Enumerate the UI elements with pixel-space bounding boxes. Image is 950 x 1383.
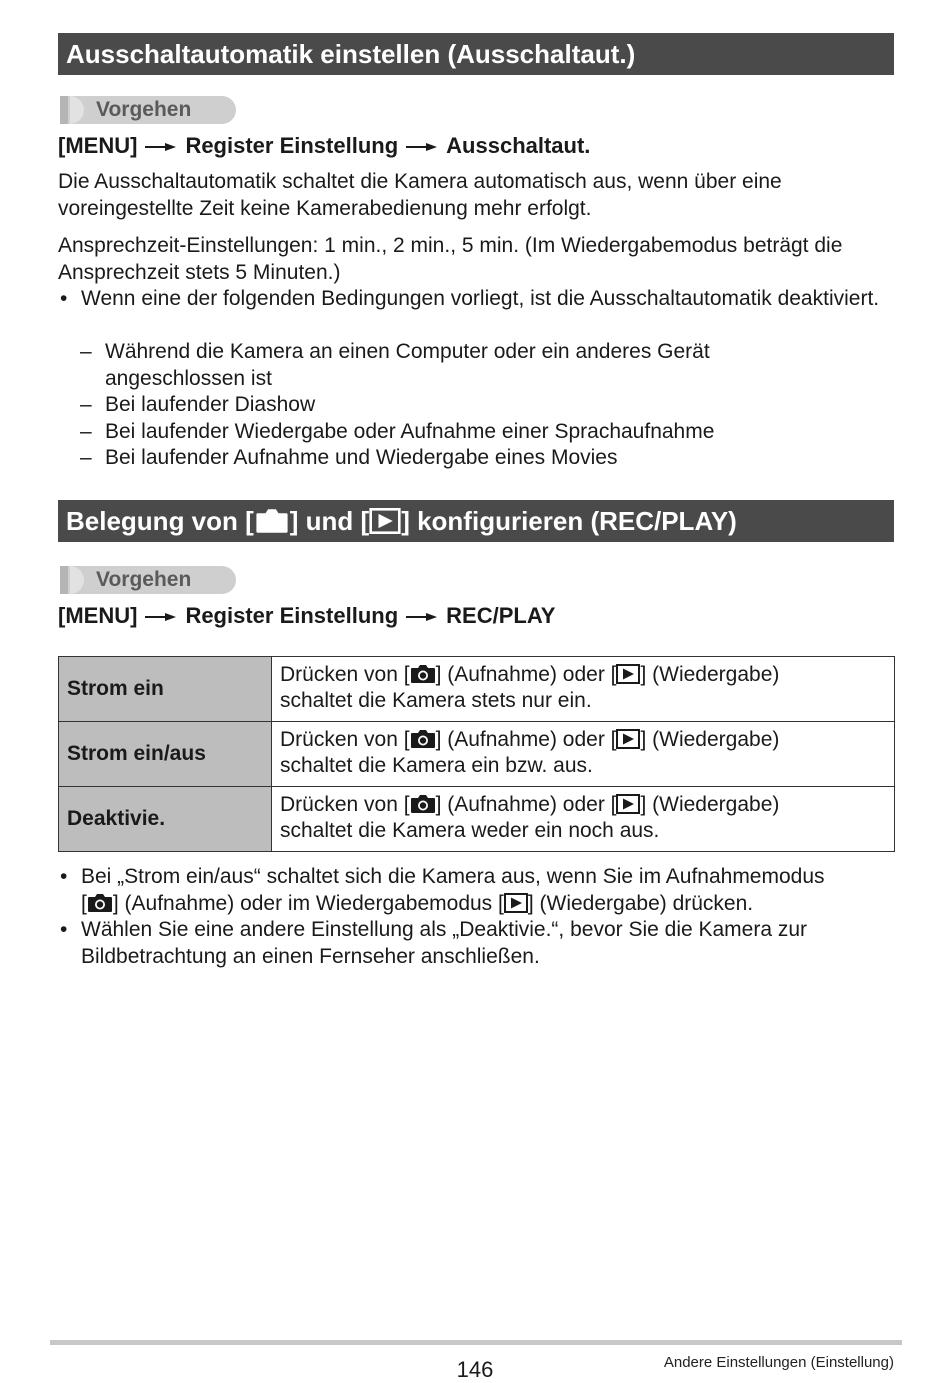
setting-description: Drücken von [ ] (Aufnahme) oder [ ] (Wiedergabe) schaltet die Kamera stets nur ein. — [272, 657, 895, 722]
dash-mark: – — [80, 393, 92, 416]
note-item — [58, 917, 894, 970]
setting-description: Drücken von [ ] (Aufnahme) oder [ ] (Wiedergabe) schaltet die Kamera weder ein noch aus. — [272, 787, 895, 852]
play-icon — [616, 664, 640, 684]
dash-mark: – — [80, 340, 92, 363]
section-title-text: Ausschaltautomatik einstellen (Ausschaltaut.) — [66, 39, 636, 69]
menu-path — [58, 601, 555, 631]
camera-icon — [410, 729, 436, 749]
section-title-auto-power-off — [58, 33, 894, 75]
arrow-right-icon — [145, 612, 177, 622]
settings-table — [58, 656, 895, 852]
setting-description: Drücken von [ ] (Aufnahme) oder [ ] (Wiedergabe) schaltet die Kamera ein bzw. aus. — [272, 722, 895, 787]
menu-path-step: [MENU] — [58, 133, 138, 158]
arrow-right-icon — [406, 142, 438, 152]
page-number: 146 — [456, 1357, 494, 1382]
menu-path-step: Register Einstellung — [185, 603, 399, 628]
description-paragraph: Die Ausschaltautomatik schaltet die Kamera automatisch aus, wenn über eine voreingestellte Zeit keine Kamerabedienung mehr erfolgt. — [58, 170, 782, 220]
section-title-rec-play — [58, 500, 894, 542]
condition-text: Während die Kamera an einen Computer oder ein anderes Gerät angeschlossen ist — [105, 340, 710, 390]
menu-path — [58, 131, 590, 161]
camera-icon — [410, 794, 436, 814]
bullet-item — [58, 286, 894, 313]
table-row — [59, 787, 895, 852]
camera-icon — [254, 508, 290, 534]
condition-text: Bei laufender Wiedergabe oder Aufnahme einer Sprachaufnahme — [105, 419, 715, 443]
footer-divider — [50, 1340, 902, 1345]
condition-item — [58, 445, 894, 472]
section-title-text: ] konfigurieren (REC/PLAY) — [401, 506, 737, 536]
note-text: Wählen Sie eine andere Einstellung als „Deaktivie.“, bevor Sie die Kamera zur Bildbetrachtung an einen Fernseher anschließen. — [81, 918, 808, 968]
section-title-text: ] und [ — [289, 506, 370, 536]
procedure-tag — [60, 96, 236, 124]
settings-paragraph: Ansprechzeit-Einstellungen: 1 min., 2 min., 5 min. (Im Wiedergabemodus beträgt die Ansprechzeit stets 5 Minuten.) — [58, 234, 843, 284]
condition-text: Bei laufender Aufnahme und Wiedergabe eines Movies — [105, 446, 618, 469]
camera-icon — [87, 893, 113, 913]
menu-path-step: Ausschaltaut. — [446, 133, 591, 158]
condition-item — [58, 392, 894, 419]
menu-path-step: [MENU] — [58, 603, 138, 628]
chapter-label: Andere Einstellungen (Einstellung) — [663, 1354, 894, 1371]
condition-item — [58, 339, 805, 392]
play-icon — [616, 794, 640, 814]
setting-name: Strom ein/aus — [59, 722, 272, 787]
menu-path-step: REC/PLAY — [446, 603, 556, 628]
camera-icon — [410, 664, 436, 684]
dash-mark: – — [80, 419, 92, 443]
procedure-label: Vorgehen — [96, 568, 192, 591]
condition-item — [58, 419, 894, 446]
procedure-label: Vorgehen — [96, 98, 192, 121]
dash-mark: – — [80, 446, 92, 469]
condition-text: Bei laufender Diashow — [105, 393, 316, 416]
table-row — [59, 657, 895, 722]
setting-name: Strom ein — [59, 657, 272, 722]
play-icon — [616, 729, 640, 749]
bullet-mark: • — [60, 918, 68, 941]
play-icon — [504, 893, 528, 913]
table-row — [59, 722, 895, 787]
arrow-right-icon — [406, 612, 438, 622]
arrow-right-icon — [145, 142, 177, 152]
bullet-mark: • — [60, 865, 68, 888]
section-title-text: Belegung von [ — [66, 506, 254, 536]
menu-path-step: Register Einstellung — [185, 133, 399, 158]
bullet-mark: • — [60, 287, 68, 310]
bullet-text: Wenn eine der folgenden Bedingungen vorliegt, ist die Ausschaltautomatik deaktiviert. — [81, 287, 880, 310]
setting-name: Deaktivie. — [59, 787, 272, 852]
procedure-tag — [60, 566, 236, 594]
condition-list — [58, 339, 894, 472]
play-icon — [369, 508, 401, 534]
note-item: • Bei „Strom ein/aus“ schaltet sich die Kamera aus, wenn Sie im Aufnahmemodus [ ] (Aufnahme) oder im Wiedergabemodus [ ] (Wiedergabe) drücken. — [60, 865, 825, 915]
note-text: Bei „Strom ein/aus“ schaltet sich die Kamera aus, wenn Sie im Aufnahmemodus — [81, 865, 825, 888]
